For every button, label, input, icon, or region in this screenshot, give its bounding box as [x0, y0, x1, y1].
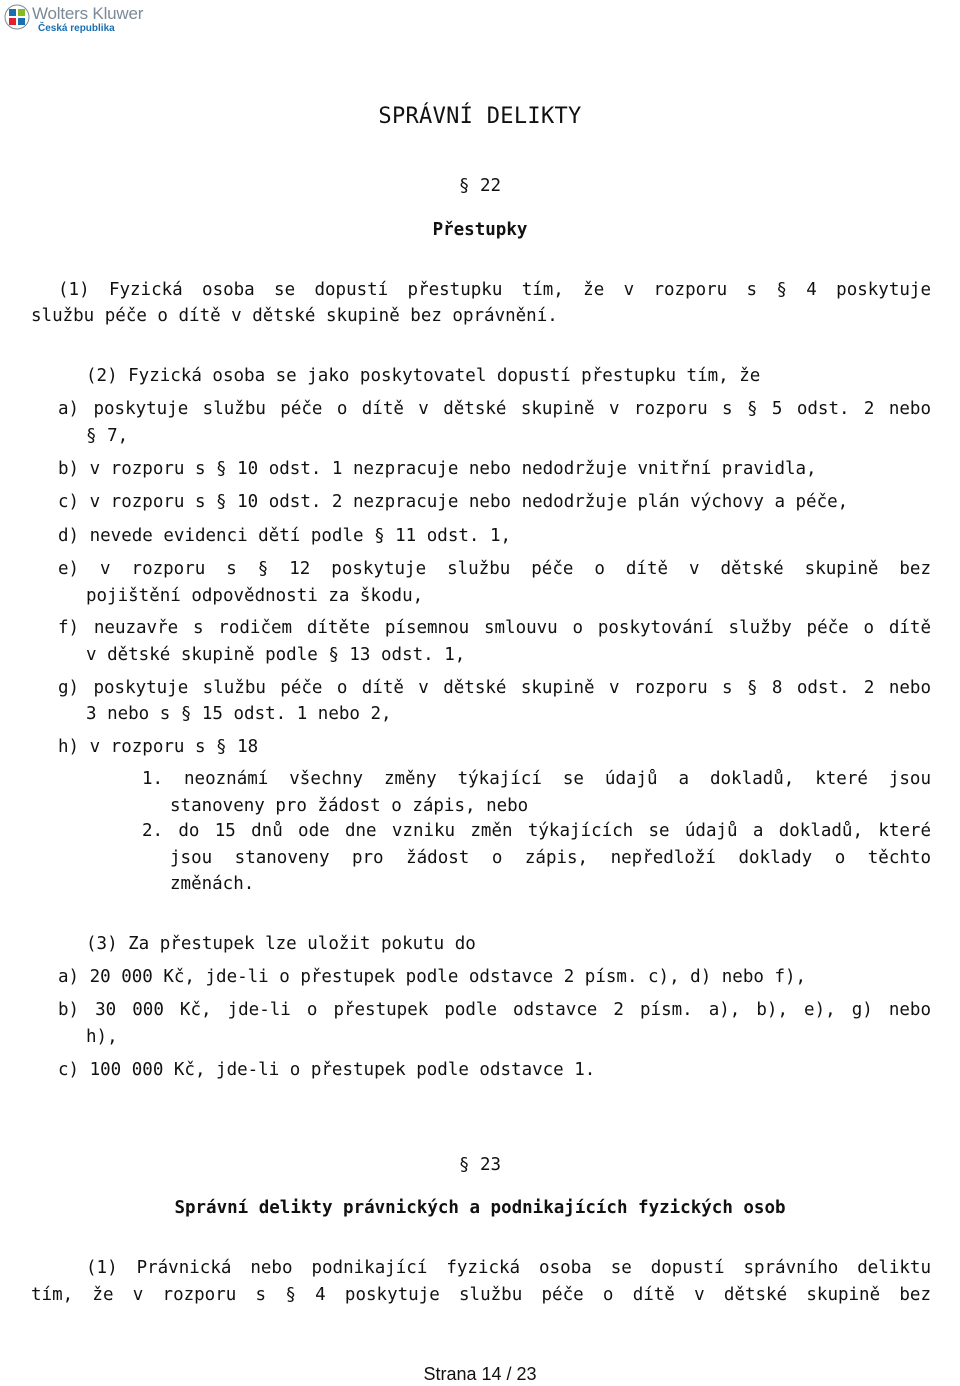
- s22-p3-item-b-line1: b) 30 000 Kč, jde-li o přestupek podle odstavce 2 písm. a), b), e), g) nebo: [58, 1000, 931, 1020]
- section-23-number: § 23: [458, 1155, 502, 1175]
- s22-p2-item-b: b) v rozporu s § 10 odst. 1 nezpracuje nebo nedodržuje vnitřní pravidla,: [58, 459, 817, 479]
- s22-p2-item-h1-line1: 1. neoznámí všechny změny týkající se údajů a dokladů, které jsou: [142, 769, 931, 789]
- s22-p2-item-e-line1: e) v rozporu s § 12 poskytuje službu péče o dítě v dětské skupině bez: [58, 559, 931, 579]
- s22-p3-item-c: c) 100 000 Kč, jde-li o přestupek podle odstavce 1.: [58, 1060, 596, 1080]
- s22-p2-item-g-line1: g) poskytuje službu péče o dítě v dětské skupině v rozporu s § 8 odst. 2 nebo: [58, 678, 931, 698]
- publisher-logo: [4, 2, 164, 36]
- section-23-title: Správní delikty právnických a podnikajících fyzických osob: [174, 1198, 786, 1218]
- s22-p2-item-h2-line3: změnách.: [170, 874, 255, 894]
- s22-p1-line2: službu péče o dítě v dětské skupině bez oprávnění.: [31, 306, 558, 326]
- s22-p2-item-h1-line2: stanoveny pro žádost o zápis, nebo: [170, 796, 529, 816]
- s22-p2-item-g-line2: 3 nebo s § 15 odst. 1 nebo 2,: [86, 704, 392, 724]
- s22-p2-item-f-line2: v dětské skupině podle § 13 odst. 1,: [86, 645, 466, 665]
- logo-subtitle: Česká republika: [38, 23, 115, 34]
- s22-p2-item-f-line1: f) neuzavře s rodičem dítěte písemnou smlouvu o poskytování služby péče o dítě: [58, 618, 931, 638]
- s22-p1-line1: (1) Fyzická osoba se dopustí přestupku tím, že v rozporu s § 4 poskytuje: [58, 280, 931, 300]
- page-heading: SPRÁVNÍ DELIKTY: [378, 104, 582, 129]
- page-number-footer: Strana 14 / 23: [423, 1364, 537, 1384]
- s22-p2-item-e-line2: pojištění odpovědnosti za škodu,: [86, 586, 424, 606]
- s22-p2-item-a-line1: a) poskytuje službu péče o dítě v dětské skupině v rozporu s § 5 odst. 2 nebo: [58, 399, 931, 419]
- s23-p1-line1: (1) Právnická nebo podnikající fyzická osoba se dopustí správního deliktu: [86, 1258, 931, 1278]
- s22-p3-item-a: a) 20 000 Kč, jde-li o přestupek podle odstavce 2 písm. c), d) nebo f),: [58, 967, 807, 987]
- wolters-kluwer-logo-icon: [4, 4, 30, 30]
- s22-p2-item-d: d) nevede evidenci dětí podle § 11 odst. 1,: [58, 526, 512, 546]
- s22-p2-item-h2-line1: 2. do 15 dnů ode dne vzniku změn týkajících se údajů a dokladů, které: [142, 821, 931, 841]
- section-22-number: § 22: [458, 176, 502, 196]
- s22-p2-item-c: c) v rozporu s § 10 odst. 2 nezpracuje nebo nedodržuje plán výchovy a péče,: [58, 492, 849, 512]
- logo-brand-text: Wolters Kluwer: [32, 4, 144, 23]
- s22-p3-intro: (3) Za přestupek lze uložit pokutu do: [86, 934, 476, 954]
- s22-p2-item-h: h) v rozporu s § 18: [58, 737, 259, 757]
- s22-p2-item-a-line2: § 7,: [86, 426, 129, 446]
- s22-p2-intro: (2) Fyzická osoba se jako poskytovatel dopustí přestupku tím, že: [86, 366, 761, 386]
- s22-p2-item-h2-line2: jsou stanoveny pro žádost o zápis, nepředloží doklady o těchto: [170, 848, 931, 868]
- section-22-title: Přestupky: [432, 220, 528, 240]
- s22-p3-item-b-line2: h),: [86, 1027, 118, 1047]
- s23-p1-line2: tím, že v rozporu s § 4 poskytuje službu péče o dítě v dětské skupině bez: [31, 1285, 931, 1305]
